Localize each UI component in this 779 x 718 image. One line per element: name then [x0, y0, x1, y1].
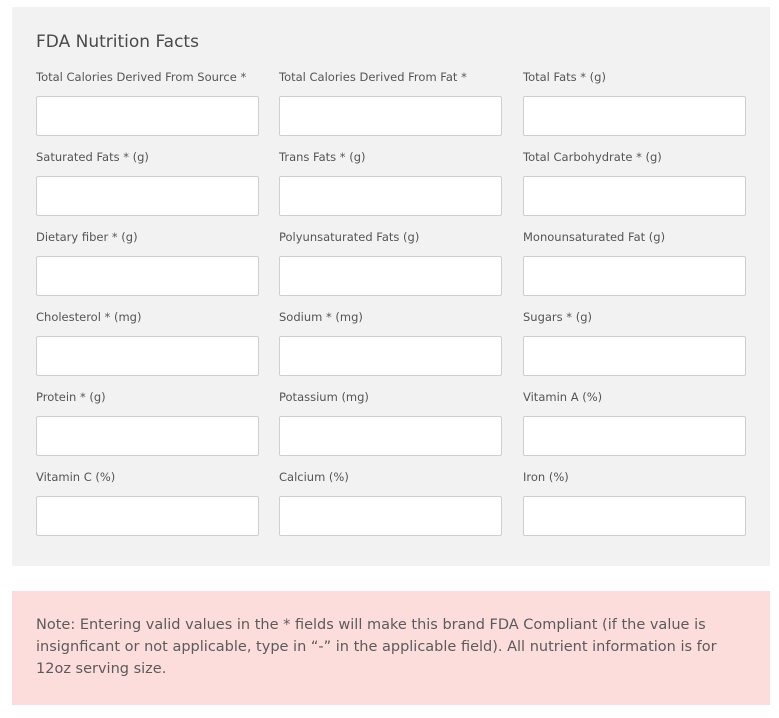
field-label: Sodium * (mg) [279, 310, 363, 324]
field-label: Total Calories Derived From Fat * [279, 70, 467, 84]
field-label: Potassium (mg) [279, 390, 369, 404]
field-monounsaturated-fat [523, 229, 746, 309]
field-total-carbohydrate [523, 149, 746, 229]
iron-input[interactable] [523, 496, 746, 536]
field-sugars [523, 309, 746, 389]
protein-input[interactable] [36, 416, 259, 456]
note-text: Note: Entering valid values in the * fields will make this brand FDA Compliant (if the value is insignficant or not applicable, type in “-” in the applicable field). All nutrient information is for 12oz serving size. [36, 617, 717, 677]
dietary-fiber-input[interactable] [36, 256, 259, 296]
field-dietary-fiber [36, 229, 259, 309]
field-total-fats [523, 69, 746, 149]
total-calories-from-fat-input[interactable] [279, 96, 502, 136]
field-total-calories-from-source [36, 69, 259, 149]
sugars-input[interactable] [523, 336, 746, 376]
panel-title: FDA Nutrition Facts [36, 32, 199, 52]
field-total-calories-from-fat [279, 69, 502, 149]
vitamin-a-input[interactable] [523, 416, 746, 456]
field-label: Trans Fats * (g) [279, 150, 366, 164]
field-label: Iron (%) [523, 470, 569, 484]
field-vitamin-a [523, 389, 746, 469]
total-fats-input[interactable] [523, 96, 746, 136]
field-label: Saturated Fats * (g) [36, 150, 149, 164]
field-label: Cholesterol * (mg) [36, 310, 142, 324]
total-carbohydrate-input[interactable] [523, 176, 746, 216]
polyunsaturated-fats-input[interactable] [279, 256, 502, 296]
potassium-input[interactable] [279, 416, 502, 456]
field-label: Total Fats * (g) [523, 70, 606, 84]
field-calcium [279, 469, 502, 549]
field-label: Dietary fiber * (g) [36, 230, 138, 244]
sodium-input[interactable] [279, 336, 502, 376]
field-label: Total Calories Derived From Source * [36, 70, 247, 84]
field-label: Monounsaturated Fat (g) [523, 230, 666, 244]
field-label: Vitamin C (%) [36, 470, 116, 484]
total-calories-from-source-input[interactable] [36, 96, 259, 136]
field-label: Calcium (%) [279, 470, 349, 484]
saturated-fats-input[interactable] [36, 176, 259, 216]
calcium-input[interactable] [279, 496, 502, 536]
field-potassium [279, 389, 502, 469]
field-saturated-fats [36, 149, 259, 229]
monounsaturated-fat-input[interactable] [523, 256, 746, 296]
field-sodium [279, 309, 502, 389]
field-label: Polyunsaturated Fats (g) [279, 230, 420, 244]
field-label: Protein * (g) [36, 390, 106, 404]
field-label: Sugars * (g) [523, 310, 592, 324]
field-protein [36, 389, 259, 469]
fda-nutrition-facts-panel [12, 7, 770, 566]
field-cholesterol [36, 309, 259, 389]
trans-fats-input[interactable] [279, 176, 502, 216]
field-polyunsaturated-fats [279, 229, 502, 309]
vitamin-c-input[interactable] [36, 496, 259, 536]
cholesterol-input[interactable] [36, 336, 259, 376]
field-iron [523, 469, 746, 549]
field-label: Vitamin A (%) [523, 390, 603, 404]
field-vitamin-c [36, 469, 259, 549]
field-trans-fats [279, 149, 502, 229]
fda-compliance-note [12, 591, 770, 705]
field-label: Total Carbohydrate * (g) [523, 150, 662, 164]
